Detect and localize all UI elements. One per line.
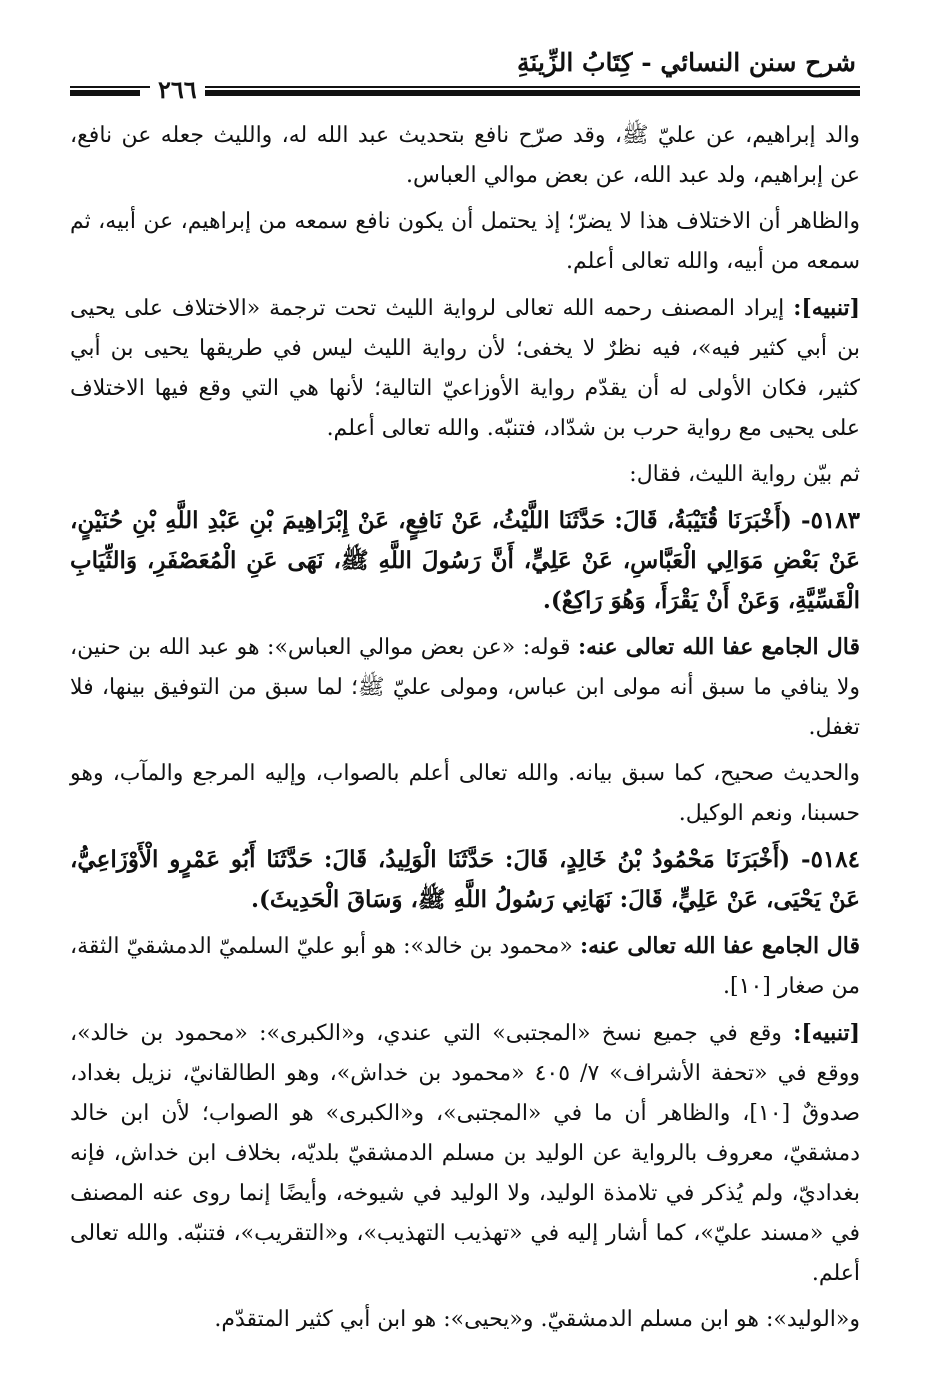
paragraph-text: ثم بيّن رواية الليث، فقال: xyxy=(629,462,860,487)
running-title: شرح سنن النسائي - كِتَابُ الزِّينَةِ xyxy=(517,48,856,77)
page-number: ٢٦٦ xyxy=(150,76,205,104)
paragraph-text: و«الوليد»: هو ابن مسلم الدمشقيّ. و«يحيى»: هو ابن أبي كثير المتقدّم. xyxy=(214,1307,860,1332)
note-paragraph xyxy=(70,1013,860,1294)
paragraph-text: وقع في جميع نسخ «المجتبى» التي عندي، و«الكبرى»: «محمود بن خالد»، ووقع في «تحفة الأشراف» ٧/ ٤٠٥ «محمود بن خداش»، وهو الطالقانيّ، نزيل بغداد، صدوقٌ [١٠]، والظاهر أن ما في «المجتبى»، و«الكبرى» هو الصواب؛ لأن ابن خالد دمشقيّ، معروف بالرواية عن الوليد بن مسلم الدمشقيّ بلديّه، بخلاف ابن خداش، فإنه بغداديّ، ولم يُذكر في تلامذة الوليد، ولا الوليد في شيوخه، وأيضًا إنما روى عنه المصنف في «مسند عليّ»، كما أشار إليه في «تهذيب التهذيب»، و«التقريب»، فتنبّه. والله تعالى أعلم. xyxy=(70,1021,861,1286)
hadith-text xyxy=(70,501,860,621)
paragraph-text: «محمود بن خالد»: هو أبو عليّ السلميّ الدمشقيّ الثقة، من صغار [١٠]. xyxy=(70,934,860,999)
paragraph xyxy=(70,1300,860,1340)
paragraph xyxy=(70,202,860,282)
commentary-label: قال الجامع عفا الله تعالى عنه: xyxy=(577,634,860,660)
commentary-label: قال الجامع عفا الله تعالى عنه: xyxy=(579,933,860,959)
header-rule-thick xyxy=(160,90,860,96)
commentary-paragraph xyxy=(70,926,860,1007)
hadith-content: ٥١٨٣- (أَخْبَرَنَا قُتَيْبَةُ، قَالَ: حَدَّثَنَا اللَّيْثُ، عَنْ نَافِعٍ، عَنْ إِبْرَاهِيمَ بْنِ عَبْدِ اللَّهِ بْنِ حُنَيْنٍ، عَنْ بَعْضِ مَوَالِي الْعَبَّاسِ، عَنْ عَلِيٍّ، أَنَّ رَسُولَ اللَّهِ ﷺ، نَهَى عَنِ الْمُعَصْفَرِ، وَالثِّيَابِ الْقَسِّيَّةِ، وَعَنْ أَنْ يَقْرَأَ، وَهُوَ رَاكِعٌ). xyxy=(70,507,860,614)
paragraph-text: والد إبراهيم، عن عليّ ﷺ، وقد صرّح نافع بتحديث عبد الله له، والليث جعله عن نافع، عن إبراهيم، ولد عبد الله، عن بعض موالي العباس. xyxy=(70,123,860,188)
page-body xyxy=(70,116,860,1340)
paragraph xyxy=(70,116,860,196)
header-rule-thick-left xyxy=(70,90,140,96)
page-header xyxy=(70,40,860,102)
note-label: [تنبيه]: xyxy=(793,1020,860,1046)
note-paragraph xyxy=(70,288,860,449)
paragraph-text: والحديث صحيح، كما سبق بيانه. والله تعالى أعلم بالصواب، وإليه المرجع والمآب، وهو حسبنا، ونعم الوكيل. xyxy=(70,761,860,826)
hadith-content: ٥١٨٤- (أَخْبَرَنَا مَحْمُودُ بْنُ خَالِدٍ، قَالَ: حَدَّثَنَا الْوَلِيدُ، قَالَ: حَدَّثَنَا أَبُو عَمْرٍو الْأَوْزَاعِيُّ، عَنْ يَحْيَى، عَنْ عَلِيٍّ، قَالَ: نَهَانِي رَسُولُ اللَّهِ ﷺ، وَسَاقَ الْحَدِيثَ). xyxy=(70,846,860,913)
commentary-paragraph xyxy=(70,627,860,748)
paragraph xyxy=(70,754,860,834)
paragraph-text: قوله: «عن بعض موالي العباس»: هو عبد الله بن حنين، ولا ينافي ما سبق أنه مولى ابن عباس، ومولى عليّ ﷺ؛ لما سبق من التوفيق بينها، فلا تغفل. xyxy=(70,635,860,740)
note-label: [تنبيه]: xyxy=(793,295,860,321)
hadith-text xyxy=(70,840,860,920)
paragraph-text: إيراد المصنف رحمه الله تعالى لرواية الليث تحت ترجمة «الاختلاف على يحيى بن أبي كثير فيه»، فيه نظرٌ لا يخفى؛ لأن رواية الليث ليس في طريقها يحيى بن أبي كثير، فكان الأولى له أن يقدّم رواية الأوزاعيّ التالية؛ لأنها هي التي وقع فيها الاختلاف على يحيى مع رواية حرب بن شدّاد، فتنبّه. والله تعالى أعلم. xyxy=(70,296,860,441)
paragraph-text: والظاهر أن الاختلاف هذا لا يضرّ؛ إذ يحتمل أن يكون نافع سمعه من إبراهيم، عن أبيه، ثم سمعه من أبيه، والله تعالى أعلم. xyxy=(70,209,860,274)
paragraph xyxy=(70,455,860,495)
book-page xyxy=(70,40,860,1360)
